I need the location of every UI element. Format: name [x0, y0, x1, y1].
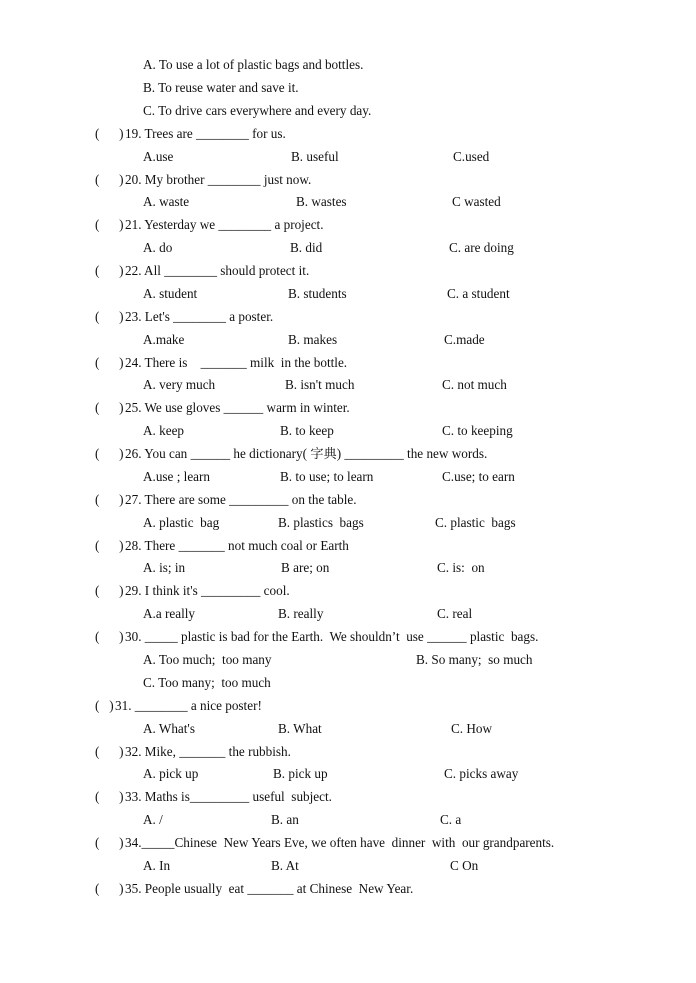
option-text: C. not much [442, 377, 507, 392]
answer-bracket: ( ) [95, 698, 114, 713]
option-text: C On [450, 858, 479, 873]
option-text: C. How [451, 721, 493, 736]
question-text: 25. We use gloves ______ warm in winter. [125, 400, 350, 415]
option-text: B. To reuse water and save it. [143, 80, 299, 95]
option-text: B. makes [288, 332, 338, 347]
option-text: A. What's [143, 721, 195, 736]
option-text: A. To use a lot of plastic bags and bottles. [143, 57, 364, 72]
option-text: C.use; to earn [442, 469, 515, 484]
option-text: C. Too many; too much [143, 675, 271, 690]
question-text: 30. _____ plastic is bad for the Earth. We shouldn’t use ______ plastic bags. [125, 629, 539, 644]
question-text: 28. There _______ not much coal or Earth [125, 538, 349, 553]
option-text: C.made [444, 332, 485, 347]
option-text: C. is: on [437, 560, 485, 575]
option-text: A. student [143, 286, 198, 301]
question-text: 21. Yesterday we ________ a project. [125, 217, 324, 232]
answer-bracket: ( ) [95, 835, 124, 850]
option-text: A. do [143, 240, 173, 255]
option-text: B. What [278, 721, 322, 736]
answer-bracket: ( ) [95, 172, 124, 187]
answer-bracket: ( ) [95, 126, 124, 141]
answer-bracket: ( ) [95, 309, 124, 324]
question-text: 22. All ________ should protect it. [125, 263, 310, 278]
answer-bracket: ( ) [95, 789, 124, 804]
option-text: B. useful [291, 149, 339, 164]
question-text: 20. My brother ________ just now. [125, 172, 312, 187]
option-text: B. to keep [280, 423, 334, 438]
answer-bracket: ( ) [95, 538, 124, 553]
option-text: B are; on [281, 560, 330, 575]
option-text: C. plastic bags [435, 515, 516, 530]
option-text: C. to keeping [442, 423, 513, 438]
question-text: 23. Let's ________ a poster. [125, 309, 274, 324]
answer-bracket: ( ) [95, 446, 124, 461]
option-text: A. waste [143, 194, 190, 209]
option-text: A.use [143, 149, 174, 164]
question-text: 26. You can ______ he dictionary( 字典) _________ the new words. [125, 446, 488, 461]
option-text: A. plastic bag [143, 515, 220, 530]
option-text: B. to use; to learn [280, 469, 374, 484]
option-text: B. isn't much [285, 377, 355, 392]
question-text: 29. I think it's _________ cool. [125, 583, 290, 598]
answer-bracket: ( ) [95, 492, 124, 507]
option-text: A.a really [143, 606, 195, 621]
option-text: B. So many; so much [416, 652, 533, 667]
question-text: 32. Mike, _______ the rubbish. [125, 744, 291, 759]
question-text: 24. There is _______ milk in the bottle. [125, 355, 348, 370]
option-text: B. At [271, 858, 299, 873]
question-text: 33. Maths is_________ useful subject. [125, 789, 332, 804]
answer-bracket: ( ) [95, 583, 124, 598]
option-text: C. a student [447, 286, 510, 301]
option-text: C wasted [452, 194, 501, 209]
option-text: B. plastics bags [278, 515, 364, 530]
answer-bracket: ( ) [95, 629, 124, 644]
option-text: C. a [440, 812, 462, 827]
option-text: A. very much [143, 377, 216, 392]
option-text: A. In [143, 858, 171, 873]
answer-bracket: ( ) [95, 744, 124, 759]
option-text: A.make [143, 332, 185, 347]
option-text: A. keep [143, 423, 185, 438]
answer-bracket: ( ) [95, 355, 124, 370]
answer-bracket: ( ) [95, 263, 124, 278]
answer-bracket: ( ) [95, 400, 124, 415]
option-text: A.use ; learn [143, 469, 211, 484]
option-text: B. really [278, 606, 324, 621]
option-text: A. Too much; too many [143, 652, 272, 667]
option-text: B. did [290, 240, 323, 255]
option-text: B. an [271, 812, 299, 827]
question-text: 35. People usually eat _______ at Chinese New Year. [125, 881, 414, 896]
option-text: C. are doing [449, 240, 514, 255]
answer-bracket: ( ) [95, 881, 124, 896]
option-text: C.used [453, 149, 490, 164]
option-text: C. To drive cars everywhere and every day. [143, 103, 372, 118]
option-text: A. / [143, 812, 163, 827]
answer-bracket: ( ) [95, 217, 124, 232]
question-text: 27. There are some _________ on the table. [125, 492, 357, 507]
option-text: A. pick up [143, 766, 199, 781]
option-text: C. picks away [444, 766, 519, 781]
question-text: 31. ________ a nice poster! [115, 698, 262, 713]
question-text: 19. Trees are ________ for us. [125, 126, 286, 141]
question-text: 34._____Chinese New Years Eve, we often have dinner with our grandparents. [125, 835, 555, 850]
option-text: B. students [288, 286, 347, 301]
option-text: C. real [437, 606, 473, 621]
option-text: B. wastes [296, 194, 347, 209]
option-text: B. pick up [273, 766, 328, 781]
option-text: A. is; in [143, 560, 186, 575]
